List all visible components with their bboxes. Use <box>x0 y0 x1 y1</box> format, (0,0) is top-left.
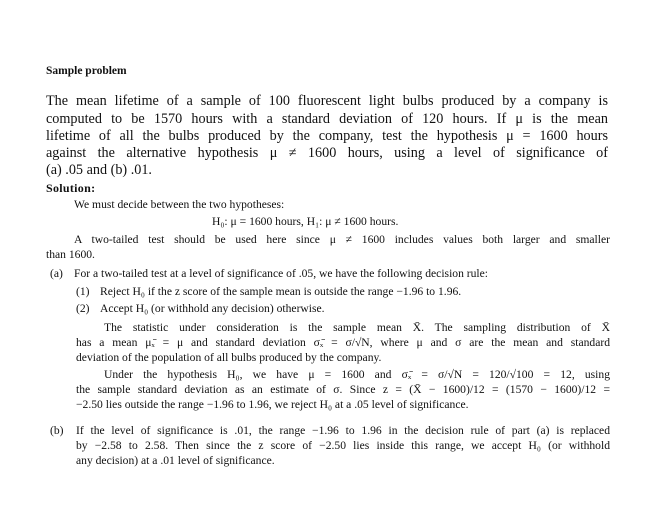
solution-intro: We must decide between the two hypotheses: <box>74 198 285 211</box>
two-tailed-line-1: A two-tailed test should be used here since μ ≠ 1600 includes values both larger and smaller <box>74 233 610 246</box>
part-a-text: For a two-tailed test at a level of significance of .05, we have the following decision rule: <box>74 267 489 280</box>
part-a-label: (a) <box>50 267 63 280</box>
hypotheses-line: H₀: μ = 1600 hours, H₁: μ ≠ 1600 hours. <box>212 215 399 228</box>
part-b-line-3: any decision) at a .01 level of significance. <box>76 454 275 467</box>
rule-2-number: (2) <box>76 302 90 315</box>
computation-line-2: the sample standard deviation as an estimate of σ. Since z = (X̄ − 1600)/12 = (1570 − 1600)/12 = <box>76 383 610 396</box>
problem-line-5: (a) .05 and (b) .01. <box>46 162 152 178</box>
rule-2-text: Accept H₀ (or withhold any decision) otherwise. <box>100 302 325 315</box>
problem-line-2: computed to be 1570 hours with a standard deviation of 120 hours. If μ is the mean <box>46 111 608 127</box>
statistic-line-2: has a mean μₓ̄ = μ and standard deviation σₓ̄ = σ/√N, where μ and σ are the mean and standard <box>76 336 610 349</box>
section-heading: Sample problem <box>46 65 127 77</box>
statistic-line-1: The statistic under consideration is the sample mean X̄. The sampling distribution of X̄ <box>104 321 610 334</box>
part-b-label: (b) <box>50 424 64 437</box>
part-b-line-2: by −2.58 to 2.58. Then since the z score of −2.50 lies inside this range, we accept H₀ (or withhold <box>76 439 610 452</box>
statistic-line-3: deviation of the population of all bulbs produced by the company. <box>76 351 382 364</box>
problem-line-1: The mean lifetime of a sample of 100 fluorescent light bulbs produced by a company is <box>46 93 608 109</box>
problem-line-3: lifetime of all the bulbs produced by the company, test the hypothesis μ = 1600 hours <box>46 128 608 144</box>
rule-1-number: (1) <box>76 285 90 298</box>
problem-line-4: against the alternative hypothesis μ ≠ 1600 hours, using a level of significance of <box>46 145 608 161</box>
two-tailed-line-2: than 1600. <box>46 248 95 261</box>
rule-1-text: Reject H₀ if the z score of the sample mean is outside the range −1.96 to 1.96. <box>100 285 462 298</box>
computation-line-3: −2.50 lies outside the range −1.96 to 1.96, we reject H₀ at a .05 level of significance. <box>76 398 469 411</box>
solution-label: Solution: <box>46 181 96 195</box>
part-b-line-1: If the level of significance is .01, the range −1.96 to 1.96 in the decision rule of part (a) is replaced <box>76 424 610 437</box>
computation-line-1: Under the hypothesis H₀, we have μ = 1600 and σₓ̄ = σ/√N = 120/√100 = 12, using <box>104 368 610 381</box>
